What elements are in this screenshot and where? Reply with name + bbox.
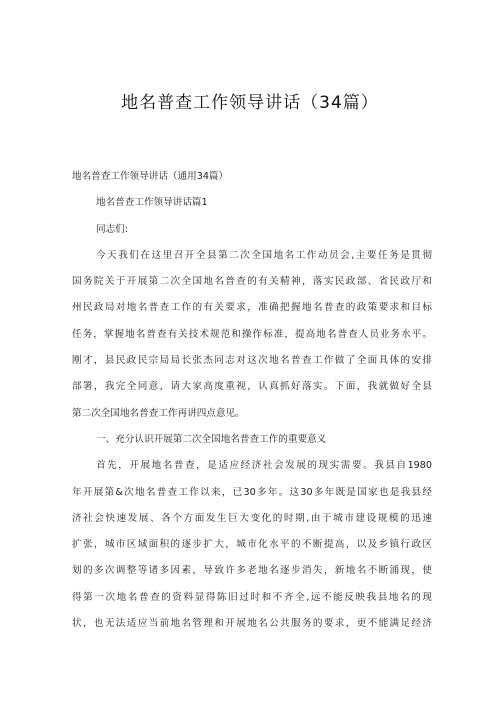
body-line: 年开展第&次地名普查工作以来，已30多年。这30多年既是国家也是我县经 xyxy=(72,486,432,498)
body-line: 第二次全国地名普查工作再讲四点意见。 xyxy=(72,407,245,419)
body-line: 今天我们在这里召开全县第二次全国地名工作动员会,主要任务是贯彻 xyxy=(96,249,432,261)
body-line: 刚才，县民政民宗局局长张杰同志对这次地名普查工作做了全面具体的安排 xyxy=(72,355,432,367)
body-line: 国务院关于开展第二次全国地名普查的有关精神，落实民政部、省民政厅和 xyxy=(72,276,432,288)
body-line: 得第一次地名普查的资料显得陈旧过时和不齐全,远不能反映我县地名的现 xyxy=(72,591,432,603)
body-line: 状，也无法适应当前地名管理和开展地名公共服务的要求，更不能满足经济 xyxy=(72,618,432,630)
document-title: 地名普查工作领导讲话（34篇） xyxy=(121,93,379,113)
body-line: 州民政局对地名普查工作的有关要求，准确把握地名普查的政策要求和目标 xyxy=(72,302,432,314)
body-line: 地名普查工作领导讲话篇1 xyxy=(96,197,208,209)
body-line: 地名普查工作领导讲话（通用34篇） xyxy=(72,171,229,182)
body-line: 济社会快速发展、各个方面发生巨大变化的时期,由于城市建设规模的迅速 xyxy=(72,512,432,524)
body-line: 部署，我完全同意，请大家高度重视，认真抓好落实。下面，我就做好全县 xyxy=(72,381,432,393)
body-line: 同志们: xyxy=(96,223,129,235)
body-line: 划的多次调整等诸多因素，导致许多老地名逐步消失，新地名不断涌现，使 xyxy=(72,565,432,577)
body-line: 一、充分认识开展第二次全国地名普查工作的重要意义 xyxy=(96,433,327,445)
body-line: 扩张，城市区域面积的逐步扩大，城市化水平的不断提高，以及乡镇行政区 xyxy=(72,539,432,551)
document-body xyxy=(72,164,432,637)
body-line: 首先，开展地名普查，是适应经济社会发展的现实需要。我县自1980 xyxy=(96,460,432,472)
body-line: 任务，掌握地名普查有关技术规范和操作标准，提高地名普查人员业务水平。 xyxy=(72,328,432,340)
